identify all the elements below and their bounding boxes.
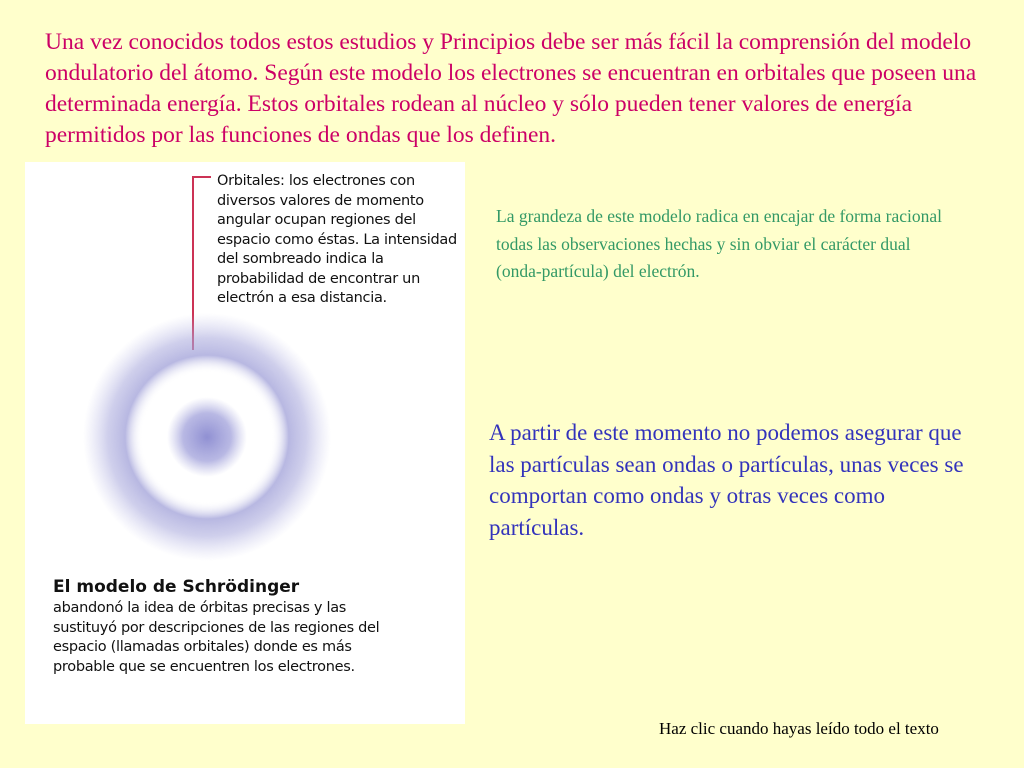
inner-orbital-core xyxy=(167,397,247,477)
figure-title: El modelo de Schrödinger xyxy=(53,577,300,597)
figure-caption: abandonó la idea de órbitas precisas y las sustituyó por descripciones de las regiones del espacio (llamadas orbitales) donde es más probable que se encuentren los electrones. xyxy=(53,600,380,675)
model-greatness-text: La grandeza de este modelo radica en encajar de forma racional todas las observaciones hechas y sin obviar el carácter dual (onda-partícula) del electrón. xyxy=(496,206,942,281)
orbitals-caption: Orbitales: los electrones con diversos valores de momento angular ocupan regiones del espacio como éstas. La intensidad del sombreado indica la probabilidad de encontrar un electrón a esa distancia. xyxy=(217,173,457,306)
schrodinger-orbital-figure xyxy=(25,162,465,724)
continue-prompt[interactable]: Haz clic cuando hayas leído todo el texto xyxy=(659,719,939,738)
orbital-cloud xyxy=(83,313,331,561)
intro-paragraph: Una vez conocidos todos estos estudios y Principios debe ser más fácil la comprensión del modelo ondulatorio del átomo. Según este modelo los electrones se encuentran en orbitales que poseen una determinada energía. Estos orbitales rodean al núcleo y sólo pueden tener valores de energía permitidos por las funciones de ondas que los definen. xyxy=(45,29,977,148)
wave-particle-text: A partir de este momento no podemos asegurar que las partículas sean ondas o partículas, unas veces se comportan como ondas y otras veces como partículas. xyxy=(489,420,964,540)
